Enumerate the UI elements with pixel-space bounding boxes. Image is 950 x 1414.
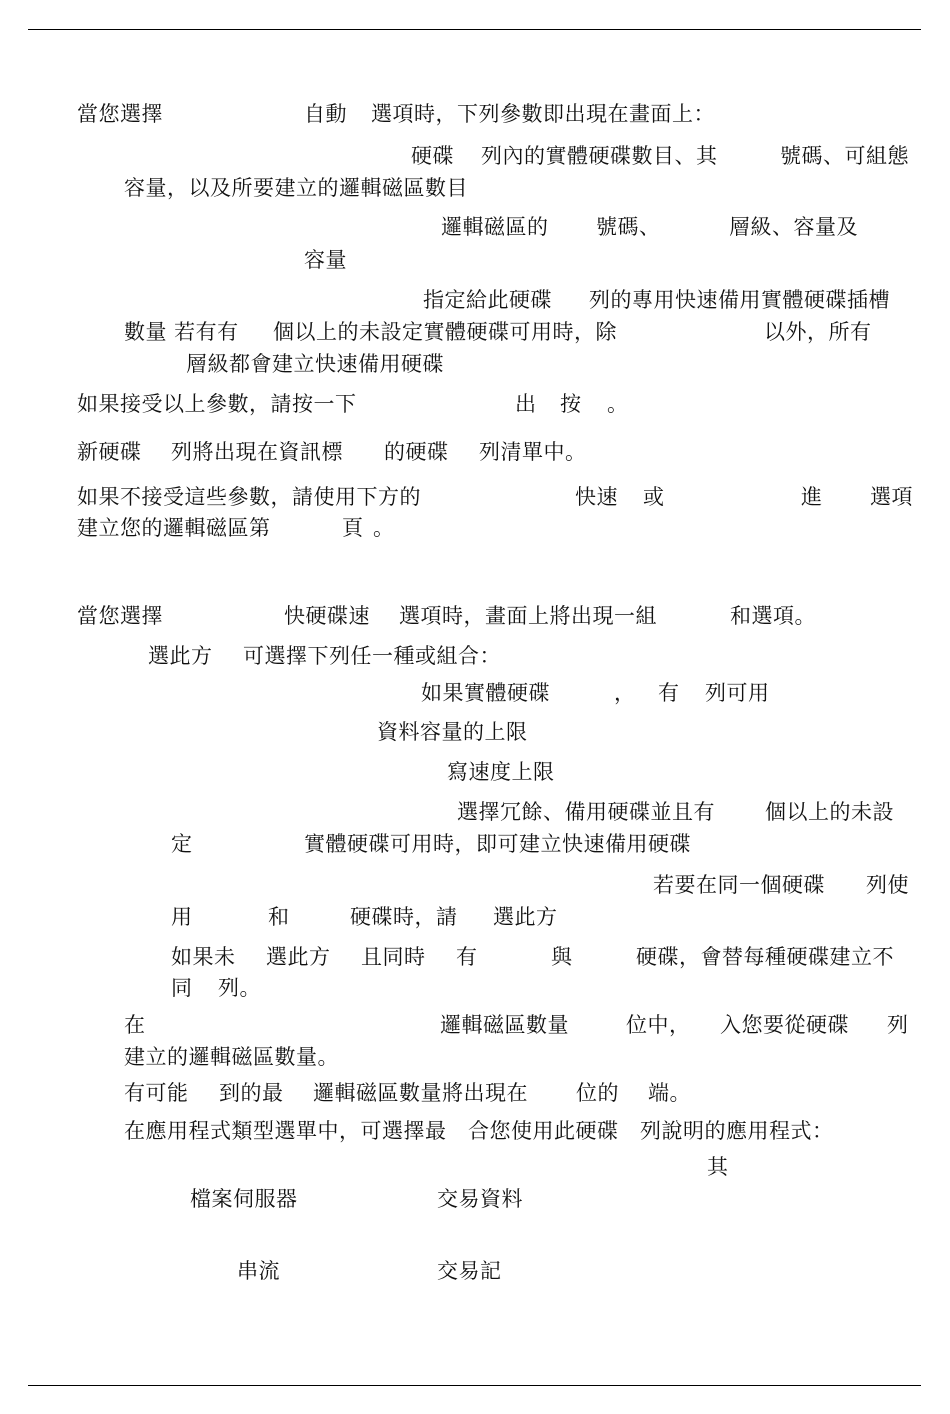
s2-opt5-l1b: 列使 [866,873,909,897]
s2-choose-a: 選此方 [148,644,213,668]
s1-b1-l1c: 號碼、可組態 [780,144,909,168]
s1-b2-l2: 容量 [304,248,347,272]
s1-intro-c: 選項時，下列參數即出現在畫面上： [371,102,715,126]
s1-accept-a: 如果接受以上參數，請按一下 [77,392,357,416]
s1-b3-l2c: 以外，所有 [764,320,872,344]
s2-note-l1d: 有 [456,945,478,969]
s2-opt3: 寫速度上限 [447,760,555,784]
s2-opt5-l2b: 和 [268,905,290,929]
s1-b1-l1b: 列內的實體硬碟數目、其 [481,144,718,168]
s1-intro-b: 自動 [304,102,347,126]
s2-note-l1e: 與 [551,945,573,969]
s2-count-l2: 建立的邏輯磁區數量。 [124,1045,339,1069]
s2-opt4-l1a: 選擇冗餘、備用硬碟並且有 [457,800,715,824]
s2-choose-b: 可選擇下列任一種或組合： [243,644,501,668]
s1-intro: 當您選擇 [77,102,163,126]
s2-max-b: 到的最 [219,1081,284,1105]
bottom-rule [28,1385,921,1386]
s1-b1-l2: 容量，以及所要建立的邏輯磁區數目 [124,176,468,200]
s2-note-l1c: 且同時 [361,945,426,969]
s1-decline-l1d: 進 [801,485,823,509]
s2-note-l2a: 同 [171,976,193,1000]
s2-other: 其 [707,1155,729,1179]
s2-opt5-l2c: 硬碟時，請 [350,905,458,929]
s2-intro-b: 快硬碟速 [284,604,370,628]
s1-decline-l1a: 如果不接受這些參數，請使用下方的 [77,485,421,509]
app-streaming: 串流 [237,1259,280,1283]
s1-new-b: 列將出現在資訊標 [171,440,343,464]
s2-opt4-l2b: 實體硬碟可用時，即可建立快速備用硬碟 [304,832,691,856]
s2-count-l1c: 位中， [626,1013,691,1037]
s2-opt2: 資料容量的上限 [377,720,528,744]
s2-note-l1f: 硬碟，會替每種硬碟建立不 [636,945,894,969]
top-rule [28,29,921,30]
s1-b3-l2b: 個以上的未設定實體硬碟可用時，除 [273,320,617,344]
s1-accept-d: 。 [607,392,629,416]
s2-note-l1b: 選此方 [266,945,331,969]
app-trans-log: 交易記 [437,1259,502,1283]
s1-b1-l1a: 硬碟 [411,144,454,168]
s1-decline-l2c: 。 [373,516,395,540]
app-file-server: 檔案伺服器 [190,1187,298,1211]
s1-b3-l1a: 指定給此硬碟 [423,288,552,312]
s2-max-e: 端。 [648,1081,691,1105]
s2-apptype: 在應用程式類型選單中，可選擇最 合您使用此硬碟 列說明的應用程式： [124,1119,834,1143]
s1-accept-c: 按 [560,392,582,416]
s1-new-a: 新硬碟 [77,440,142,464]
s2-intro-d: 和選項。 [730,604,816,628]
s2-count-l1e: 列 [887,1013,909,1037]
s1-b2-l1c: 層級、容量及 [729,215,858,239]
s1-accept-b: 出 [515,392,537,416]
s2-opt5-l2d: 選此方 [493,905,558,929]
s1-new-c: 的硬碟 [384,440,449,464]
s2-opt5-l2a: 用 [171,905,193,929]
s2-intro-a: 當您選擇 [77,604,163,628]
s2-opt5-l1a: 若要在同一個硬碟 [653,873,825,897]
s2-opt1-d: 列可用 [705,681,770,705]
s1-b2-l1a: 邏輯磁區的 [441,215,549,239]
s1-decline-l1b: 快速 [575,485,618,509]
app-trans-data: 交易資料 [437,1187,523,1211]
s1-b3-l1b: 列的專用快速備用實體硬碟插槽 [589,288,890,312]
s2-opt1-b: ， [614,681,636,705]
s1-decline-l2a: 建立您的邏輯磁區第 [77,516,271,540]
s1-new-d: 列清單中。 [479,440,587,464]
s1-b3-l2a: 數量 若有有 [124,320,239,344]
s1-decline-l1c: 或 [643,485,665,509]
s2-note-l1a: 如果未 [171,945,236,969]
s1-b3-l3: 層級都會建立快速備用硬碟 [186,352,444,376]
s2-max-a: 有可能 [124,1081,189,1105]
s2-opt4-l1b: 個以上的未設 [765,800,894,824]
s2-opt4-l2a: 定 [171,832,193,856]
s2-max-c: 邏輯磁區數量將出現在 [313,1081,528,1105]
s1-decline-l1e: 選項 [870,485,913,509]
s1-b2-l1b: 號碼、 [596,215,661,239]
s2-count-l1d: 入您要從硬碟 [720,1013,849,1037]
s2-opt1-a: 如果實體硬碟 [421,681,550,705]
s2-count-l1b: 邏輯磁區數量 [440,1013,569,1037]
s1-decline-l2b: 頁 [342,516,364,540]
s2-max-d: 位的 [576,1081,619,1105]
s2-count-l1a: 在 [124,1013,146,1037]
s2-note-l2b: 列。 [218,976,261,1000]
s2-opt1-c: 有 [658,681,680,705]
s2-intro-c: 選項時，畫面上將出現一組 [399,604,657,628]
